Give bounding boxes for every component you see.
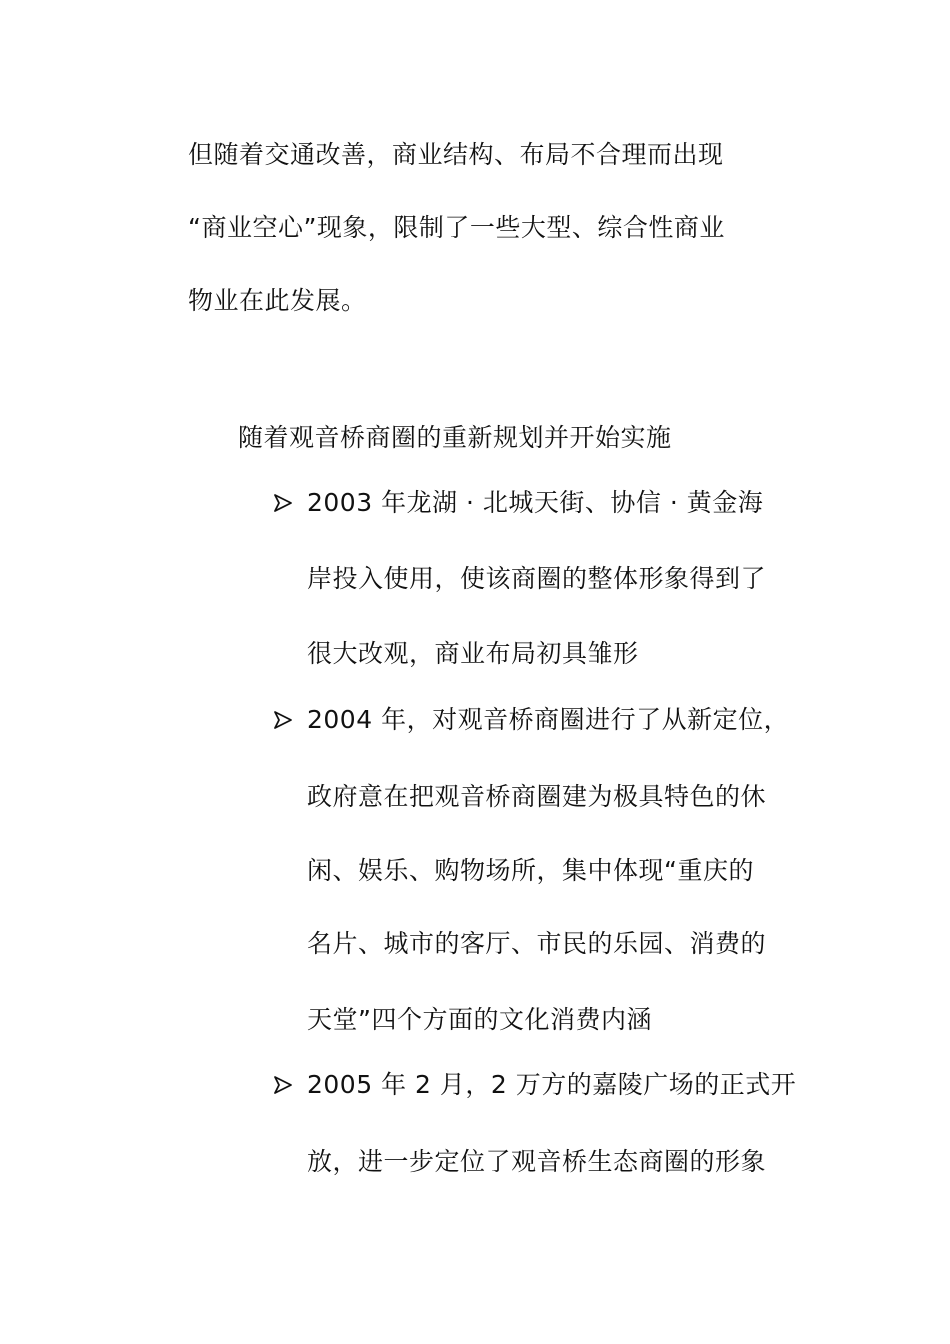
bullet-1-line-2: 岸投入使用，使该商圈的整体形象得到了 [307,564,767,593]
bullet-1-line-1: 2003 年龙湖 · 北城天街、协信 · 黄金海 [307,488,764,517]
bullet-2-line-4: 名片、城市的客厅、市民的乐园、消费的 [307,929,767,958]
intro-line-3: 物业在此发展。 [188,286,367,315]
bullet-1-line-3: 很大改观，商业布局初具雏形 [307,639,639,668]
bullet-2-line-5: 天堂”四个方面的文化消费内涵 [307,1005,652,1034]
arrowhead-bullet-icon [273,710,293,730]
bullet-2-line-3: 闲、娱乐、购物场所，集中体现“重庆的 [307,856,754,885]
arrowhead-bullet-icon [273,1075,293,1095]
intro-line-1: 但随着交通改善，商业结构、布局不合理而出现 [188,140,724,169]
bullet-2-line-1: 2004 年，对观音桥商圈进行了从新定位， [307,705,790,734]
bullet-2-line-2: 政府意在把观音桥商圈建为极具特色的休 [307,782,767,811]
intro-line-2: “商业空心”现象，限制了一些大型、综合性商业 [188,213,725,242]
bullet-3-line-1: 2005 年 2 月，2 万方的嘉陵广场的正式开 [307,1070,797,1099]
section-heading: 随着观音桥商圈的重新规划并开始实施 [238,423,672,452]
bullet-3-line-2: 放，进一步定位了观音桥生态商圈的形象 [307,1147,767,1176]
arrowhead-bullet-icon [273,493,293,513]
